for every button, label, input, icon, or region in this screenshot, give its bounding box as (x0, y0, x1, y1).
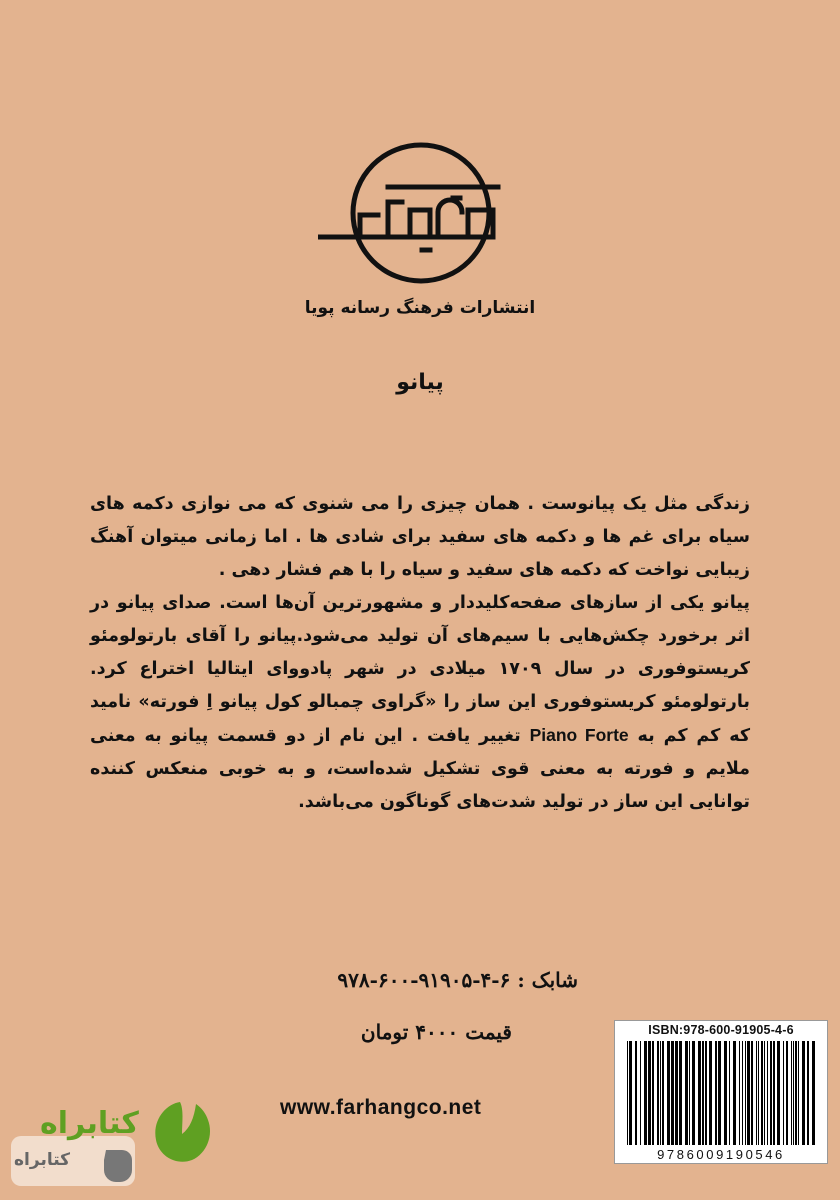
barcode-bar (657, 1041, 659, 1145)
barcode-bar (747, 1041, 750, 1145)
barcode-bar (812, 1041, 815, 1145)
isbn-persian: شابک : ۶-۴-۹۱۹۰۵-۶۰۰-۹۷۸ (337, 968, 578, 992)
barcode-bar (709, 1041, 712, 1145)
barcode-bar (773, 1041, 775, 1145)
barcode-bar (793, 1041, 794, 1145)
barcode-bar (764, 1041, 765, 1145)
barcode-bar (742, 1041, 743, 1145)
barcode-bar (770, 1041, 772, 1145)
barcode-bar (662, 1041, 664, 1145)
barcode-bar (777, 1041, 780, 1145)
barcode-bar (652, 1041, 654, 1145)
barcode-bar (705, 1041, 707, 1145)
barcode-bar (715, 1041, 717, 1145)
barcode-bar (640, 1041, 641, 1145)
barcode-bar (671, 1041, 674, 1145)
barcode-bar (807, 1041, 809, 1145)
barcode-bar (767, 1041, 768, 1145)
barcode-bar (724, 1041, 727, 1145)
barcode-bar (802, 1041, 805, 1145)
description-text-part-2: تغییر یافت . این نام از دو قسمت پیانو به معنی ملایم و فورته به معنی قوی تشکیل شده‌است، و به خوبی منعکس کننده توانایی این ساز در تولید شدت‌های گوناگون می‌باشد. (90, 726, 750, 812)
barcode-bar (629, 1041, 632, 1145)
barcode-bar (660, 1041, 661, 1145)
barcode-bar (798, 1041, 799, 1145)
barcode-bar (667, 1041, 670, 1145)
website-link[interactable]: www.farhangco.net (280, 1096, 482, 1119)
barcode-bar (733, 1041, 736, 1145)
barcode-bar (739, 1041, 740, 1145)
barcode-bar (702, 1041, 704, 1145)
barcode-bar (698, 1041, 701, 1145)
ketabrah-brand-text: کتابراه (40, 1106, 139, 1141)
barcode-bar (675, 1041, 678, 1145)
barcode-bar (791, 1041, 792, 1145)
barcode-bar (627, 1041, 628, 1145)
barcode-bar (758, 1041, 759, 1145)
description-text-part-1: پیانو یکی از سازهای صفحه‌کلیددار و مشهورترین آن‌ها است. صدای پیانو در اثر برخورد چکش‌هایی با سیم‌های آن تولید می‌شود.پیانو را آقای بارتولومئو کریستوفوری در سال ۱۷۰۹ میلادی در شهر پادووای ایتالیا اختراع کرد. بارتولومئو کریستوفوری این ساز را «گراوی چمبالو کول پیانو اِ فورته» نامید که کم کم به (90, 593, 751, 746)
barcode (614, 1020, 828, 1164)
barcode-bar (679, 1041, 682, 1145)
barcode-digits: 9786009190546 (657, 1147, 785, 1162)
barcode-bar (783, 1041, 784, 1145)
barcode-bar (756, 1041, 757, 1145)
barcode-bar (635, 1041, 637, 1145)
barcode-bar (718, 1041, 721, 1145)
barcode-bar (685, 1041, 688, 1145)
description-paragraph-1: زندگی مثل یک پیانوست . همان چیزی را می شنوی که می نوازی دکمه های سیاه برای غم ها و دکمه های سفید برای شادی ها . اما زمانی میتوان آهنگ زیبایی نواخت که دکمه های سفید و سیاه را با هم فشار دهی . (90, 494, 750, 580)
barcode-bar (745, 1041, 746, 1145)
barcode-bar (692, 1041, 695, 1145)
publisher-logo-icon (318, 140, 524, 290)
book-title: پیانو (396, 370, 444, 395)
barcode-bar (795, 1041, 797, 1145)
price: قیمت ۴۰۰۰ تومان (360, 1020, 512, 1044)
book-description (90, 488, 750, 819)
ketabrah-brand-text-small: کتابراه (14, 1150, 71, 1170)
barcode-bar (751, 1041, 753, 1145)
barcode-bars-icon (627, 1041, 817, 1145)
description-paragraph-2 (90, 587, 750, 819)
barcode-bar (644, 1041, 647, 1145)
barcode-bar (761, 1041, 763, 1145)
isbn-label: ISBN:978-600-91905-4-6 (648, 1023, 794, 1037)
publisher-name: انتشارات فرهنگ رسانه پویا (304, 298, 536, 318)
barcode-bar (729, 1041, 730, 1145)
piano-forte-term: Piano Forte (529, 725, 629, 745)
barcode-bar (648, 1041, 651, 1145)
barcode-bar (689, 1041, 690, 1145)
barcode-bar (786, 1041, 788, 1145)
